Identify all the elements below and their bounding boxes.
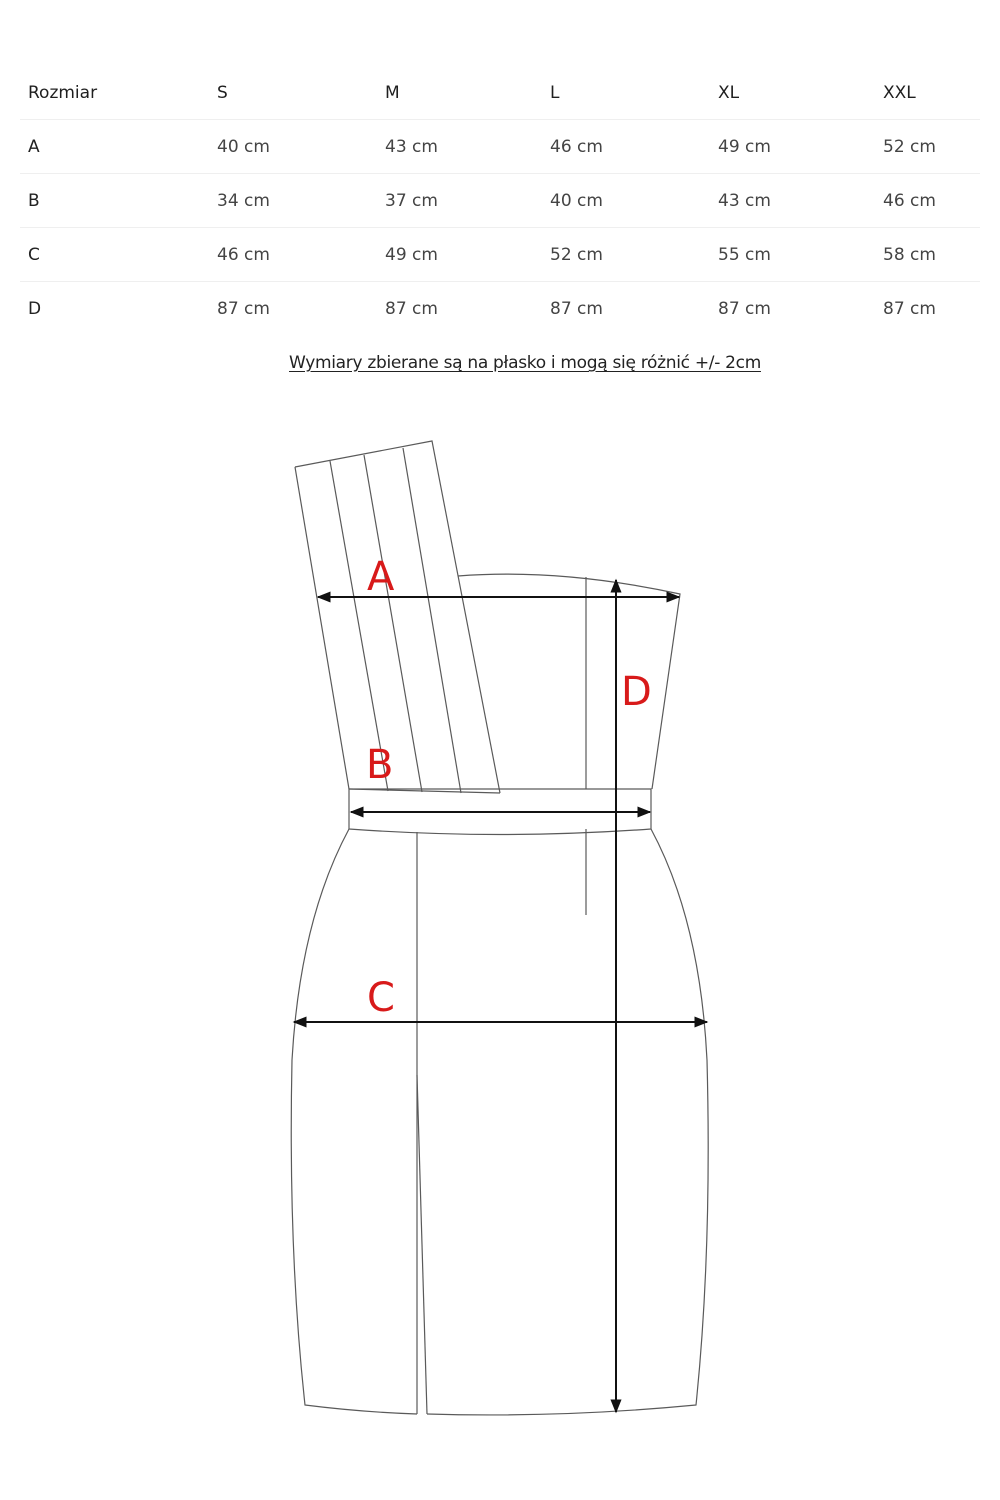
table-cell: 87 cm — [385, 298, 438, 319]
table-row — [20, 120, 980, 174]
table-cell: 58 cm — [875, 228, 980, 282]
header-cell-xl: XL — [710, 66, 875, 120]
table-cell: 43 cm — [710, 174, 875, 228]
label-b: B — [366, 742, 394, 788]
dress-measurement-diagram — [0, 420, 1000, 1440]
table-cell: 46 cm — [209, 228, 377, 282]
measurement-note: Wymiary zbierane są na płasko i mogą się różnić +/- 2cm — [289, 353, 761, 373]
table-cell: 87 cm — [883, 298, 936, 319]
table-cell: 49 cm — [377, 228, 542, 282]
table-cell: 43 cm — [377, 120, 542, 174]
header-cell-rozmiar: Rozmiar — [20, 66, 209, 120]
row-label: D — [28, 298, 42, 319]
table-cell: 40 cm — [542, 174, 710, 228]
table-row — [20, 228, 980, 282]
table-cell: 46 cm — [542, 120, 710, 174]
size-table — [20, 66, 980, 335]
table-cell: 40 cm — [209, 120, 377, 174]
label-d: D — [621, 669, 652, 715]
header-cell-m: M — [377, 66, 542, 120]
table-cell: 52 cm — [542, 228, 710, 282]
table-cell: 49 cm — [710, 120, 875, 174]
table-cell: 87 cm — [718, 298, 771, 319]
size-table-header-row — [20, 66, 980, 120]
table-cell: 87 cm — [550, 298, 603, 319]
table-row — [20, 282, 980, 336]
table-cell: 55 cm — [710, 228, 875, 282]
row-label: C — [20, 228, 209, 282]
header-cell-l: L — [542, 66, 710, 120]
table-cell: 87 cm — [217, 298, 270, 319]
table-cell: 52 cm — [875, 120, 980, 174]
label-a: A — [367, 554, 395, 600]
row-label: A — [20, 120, 209, 174]
label-c: C — [367, 975, 395, 1021]
row-label: B — [20, 174, 209, 228]
table-cell: 34 cm — [209, 174, 377, 228]
header-cell-s: S — [209, 66, 377, 120]
table-cell: 37 cm — [377, 174, 542, 228]
table-cell: 46 cm — [875, 174, 980, 228]
table-row — [20, 174, 980, 228]
header-cell-xxl: XXL — [875, 66, 980, 120]
dress-outline — [291, 441, 708, 1415]
